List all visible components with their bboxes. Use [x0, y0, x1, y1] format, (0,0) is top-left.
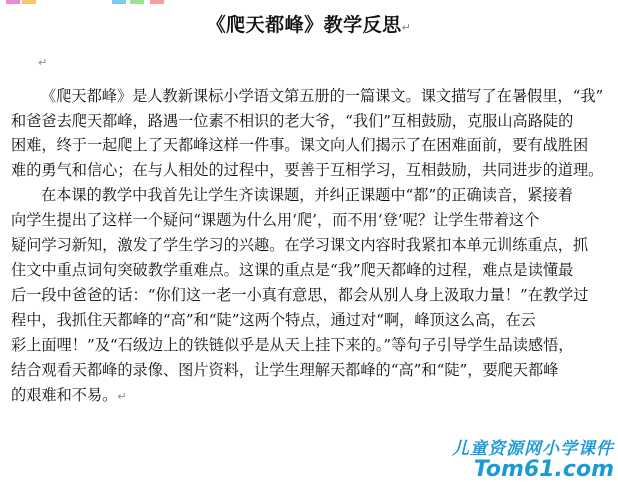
paragraph-mark-icon: ↵: [401, 21, 412, 34]
paragraph-2-line-9: [11, 385, 611, 405]
paragraph-2-line-5: 后一段中爸爸的话：“你们这一老一小真有意思，都会从别人身上汲取力量！”在教学过: [11, 286, 589, 304]
strip-block: [130, 0, 144, 4]
title-text: 《爬天都峰》教学反思: [206, 14, 402, 36]
strip-block: [150, 0, 164, 4]
strip-block: [6, 0, 20, 4]
paragraph-2-line-8: 结合观看天都峰的录像、图片资料，让学生理解天都峰的“高”和“陡”，要爬天都峰: [11, 361, 559, 379]
watermark-logo: [414, 434, 614, 480]
empty-paragraph-mark-icon: ↵: [38, 56, 48, 69]
paragraph-2-line-4: 住文中重点词句突破教学重难点。这课的重点是“我”爬天都峰的过程，难点是读懂最: [11, 261, 574, 279]
watermark-chinese-text: 儿童资源网小学课件: [452, 439, 614, 459]
paragraph-2-line-1: 在本课的教学中我首先让学生齐读课题，并纠正课题中“都”的正确读音，紧接着: [41, 186, 573, 204]
paragraph-1-line-3: 困难，终于一起爬上了天都峰这样一件事。课文向人们揭示了在困难面前，要有战胜困: [11, 136, 589, 154]
document-title: [0, 10, 618, 37]
line-text: 的艰难和不易。: [11, 386, 118, 404]
watermark-site-text: Tom61.com: [473, 457, 614, 482]
paragraph-2-line-2: 向学生提出了这样一个疑问“课题为什么用‘爬’，而不用‘登’呢？让学生带着这个: [11, 211, 540, 229]
paragraph-2-line-7: 彩上面哩！”及“石级边上的铁链似乎是从天上挂下来的。”等句子引导学生品读感悟，: [11, 336, 574, 354]
paragraph-1-line-1: 《爬天都峰》是人教新课标小学语文第五册的一篇课文。课文描写了在暑假里，“我”: [41, 87, 604, 105]
top-decoration-strip: [0, 0, 618, 4]
paragraph-2-line-6: 程中，我抓住天都峰的“高”和“陡”这两个特点，通过对“啊，峰顶这么高，在云: [11, 311, 536, 329]
paragraph-2-line-3: 疑问学习新知，激发了学生学习的兴趣。在学习课文内容时我紧扣本单元训练重点，抓: [11, 236, 589, 254]
paragraph-1-line-2: 和爸爸去爬天都峰，路遇一位素不相识的老大爷，“我们”互相鼓励，克服山高路陡的: [11, 112, 574, 130]
paragraph-1-line-4: 难的勇气和信心；在与人相处的过程中，要善于互相学习，互相鼓励，共同进步的道理。: [11, 161, 604, 179]
strip-block: [112, 0, 126, 4]
paragraph-mark-icon: ↵: [117, 390, 127, 403]
strip-block: [22, 0, 36, 4]
